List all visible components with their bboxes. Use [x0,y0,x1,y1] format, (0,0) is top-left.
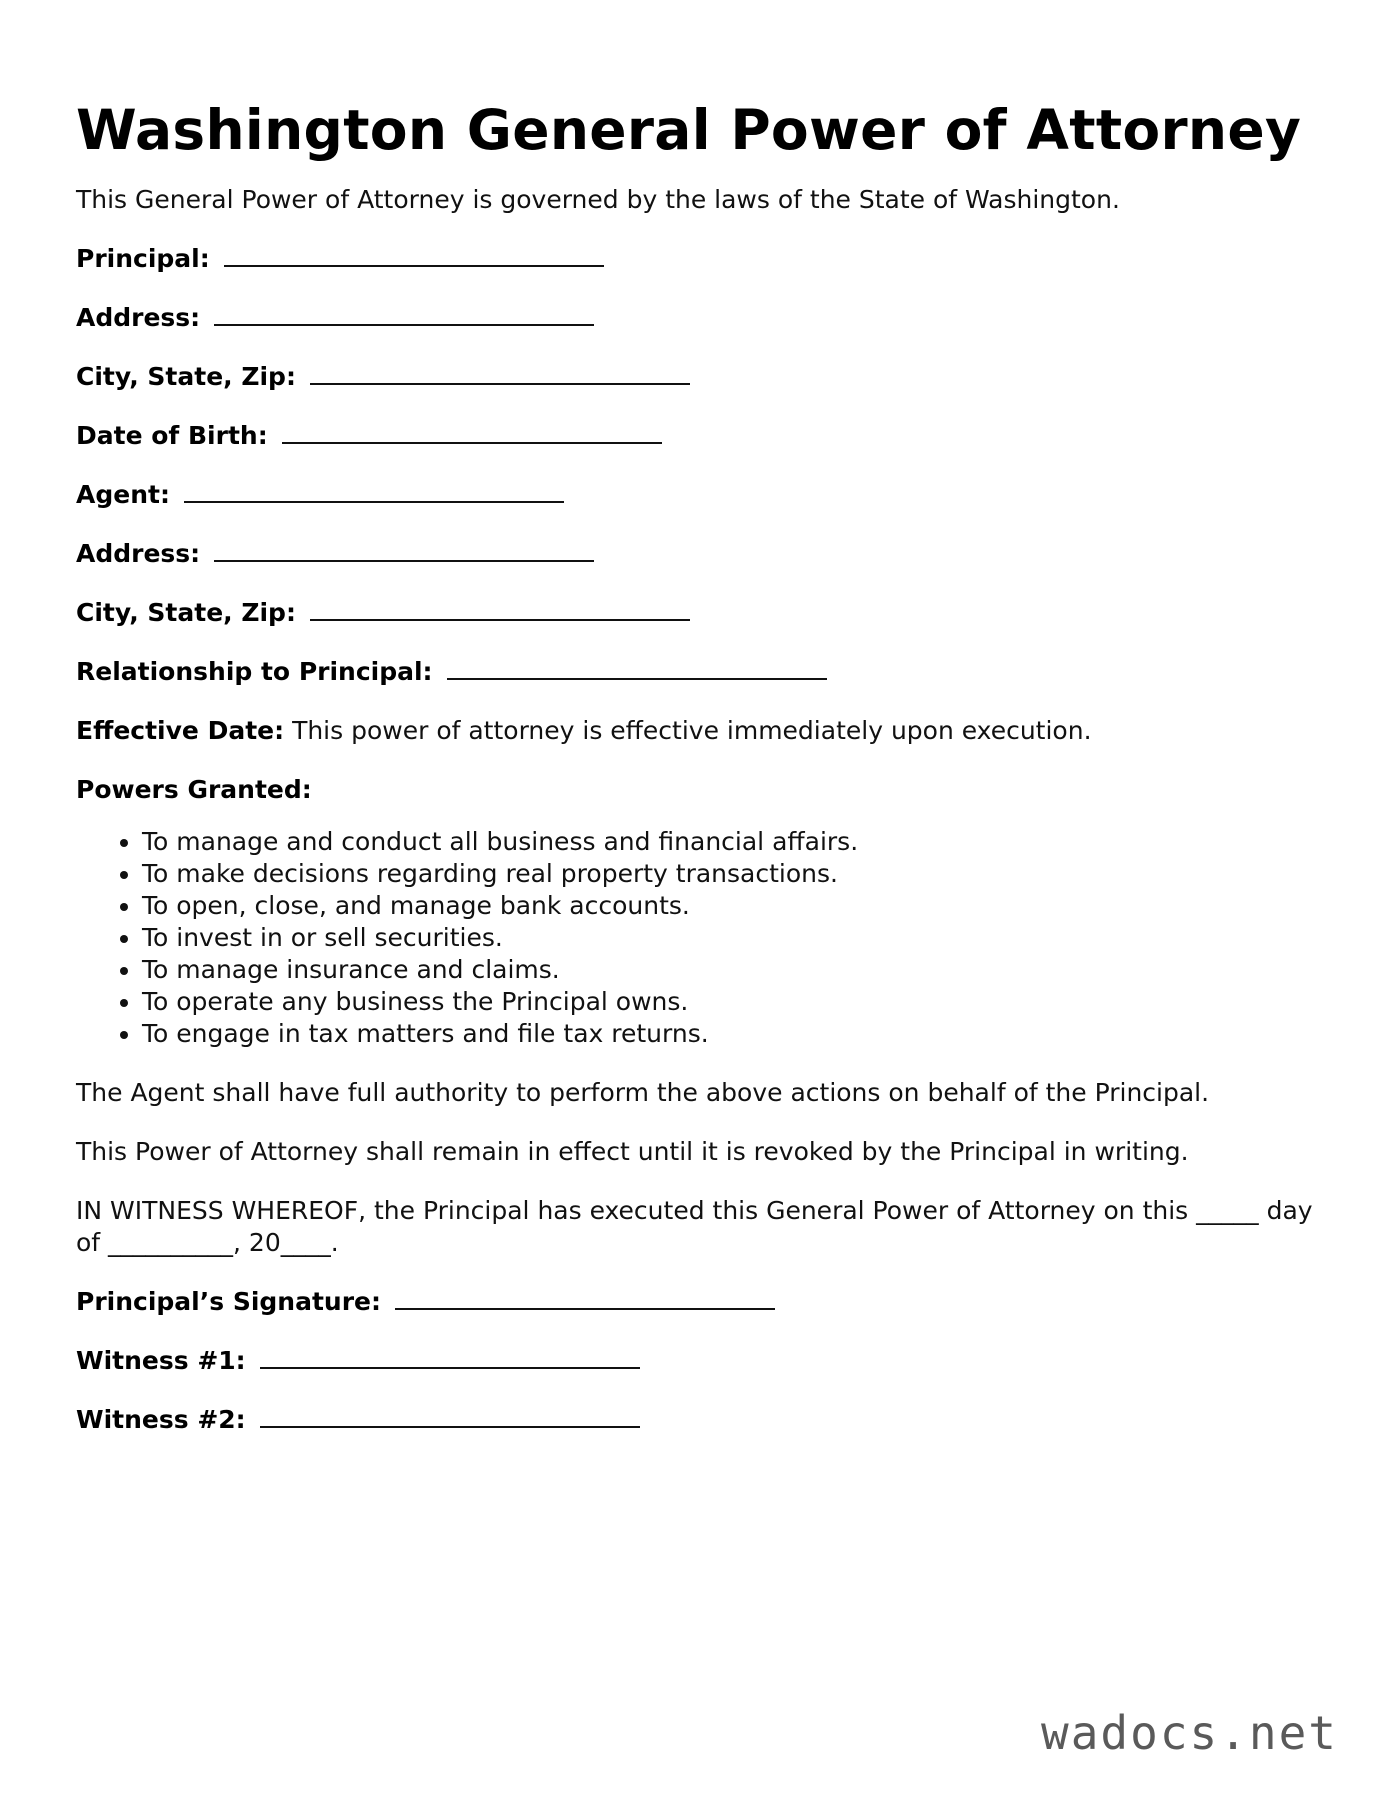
agent-city-label: City, State, Zip: [76,598,296,627]
principal-address-blank[interactable] [214,302,594,326]
witness-1-field [76,1345,1326,1377]
effective-date-paragraph [76,715,1326,747]
agent-blank[interactable] [184,479,564,503]
agent-city-blank[interactable] [310,597,690,621]
principal-signature-blank[interactable] [395,1286,775,1310]
agent-city-field [76,597,1326,629]
date-of-birth-blank[interactable] [282,420,662,444]
powers-granted-label: Powers Granted: [76,775,312,804]
agent-label: Agent: [76,480,170,509]
principal-signature-label: Principal’s Signature: [76,1287,381,1316]
relationship-field [76,656,1326,688]
agent-address-field [76,538,1326,570]
document-title: Washington General Power of Attorney [76,98,1302,162]
list-item: • To invest in or sell securities. [142,922,1326,954]
document-page [76,92,1326,1436]
agent-address-blank[interactable] [214,538,594,562]
duration-paragraph: This Power of Attorney shall remain in effect until it is revoked by the Principal in writing. [76,1137,1189,1166]
site-watermark: wadocs.net [1041,1706,1338,1760]
principal-city-blank[interactable] [310,361,690,385]
witness-1-label: Witness #1: [76,1346,246,1375]
agent-address-label: Address: [76,539,201,568]
principal-city-field [76,361,1326,393]
intro-paragraph: This General Power of Attorney is governed by the laws of the State of Washington. [76,185,1120,214]
relationship-label: Relationship to Principal: [76,657,433,686]
authority-paragraph: The Agent shall have full authority to perform the above actions on behalf of the Principal. [76,1078,1210,1107]
witness-2-label: Witness #2: [76,1405,246,1434]
principal-signature-field [76,1286,1326,1318]
witness-2-field [76,1404,1326,1436]
witness-2-blank[interactable] [260,1404,640,1428]
list-item: • To manage and conduct all business and financial affairs. [142,826,1326,858]
date-of-birth-label: Date of Birth: [76,421,268,450]
principal-blank[interactable] [224,243,604,267]
list-item: • To manage insurance and claims. [142,954,1326,986]
date-of-birth-field [76,420,1326,452]
relationship-blank[interactable] [447,656,827,680]
powers-list [76,826,1326,1050]
principal-label: Principal: [76,244,210,273]
principal-address-field [76,302,1326,334]
list-item: • To make decisions regarding real property transactions. [142,858,1326,890]
principal-address-label: Address: [76,303,201,332]
principal-field [76,243,1326,275]
witness-whereof-paragraph: IN WITNESS WHEREOF, the Principal has executed this General Power of Attorney on this _____ day of __________, 20____. [76,1196,1313,1257]
list-item: • To open, close, and manage bank accounts. [142,890,1326,922]
principal-city-label: City, State, Zip: [76,362,296,391]
agent-field [76,479,1326,511]
witness-1-blank[interactable] [260,1345,640,1369]
effective-date-label: Effective Date: [76,716,285,745]
effective-date-text: This power of attorney is effective immediately upon execution. [292,716,1092,745]
list-item: • To operate any business the Principal owns. [142,986,1326,1018]
list-item: • To engage in tax matters and file tax returns. [142,1018,1326,1050]
